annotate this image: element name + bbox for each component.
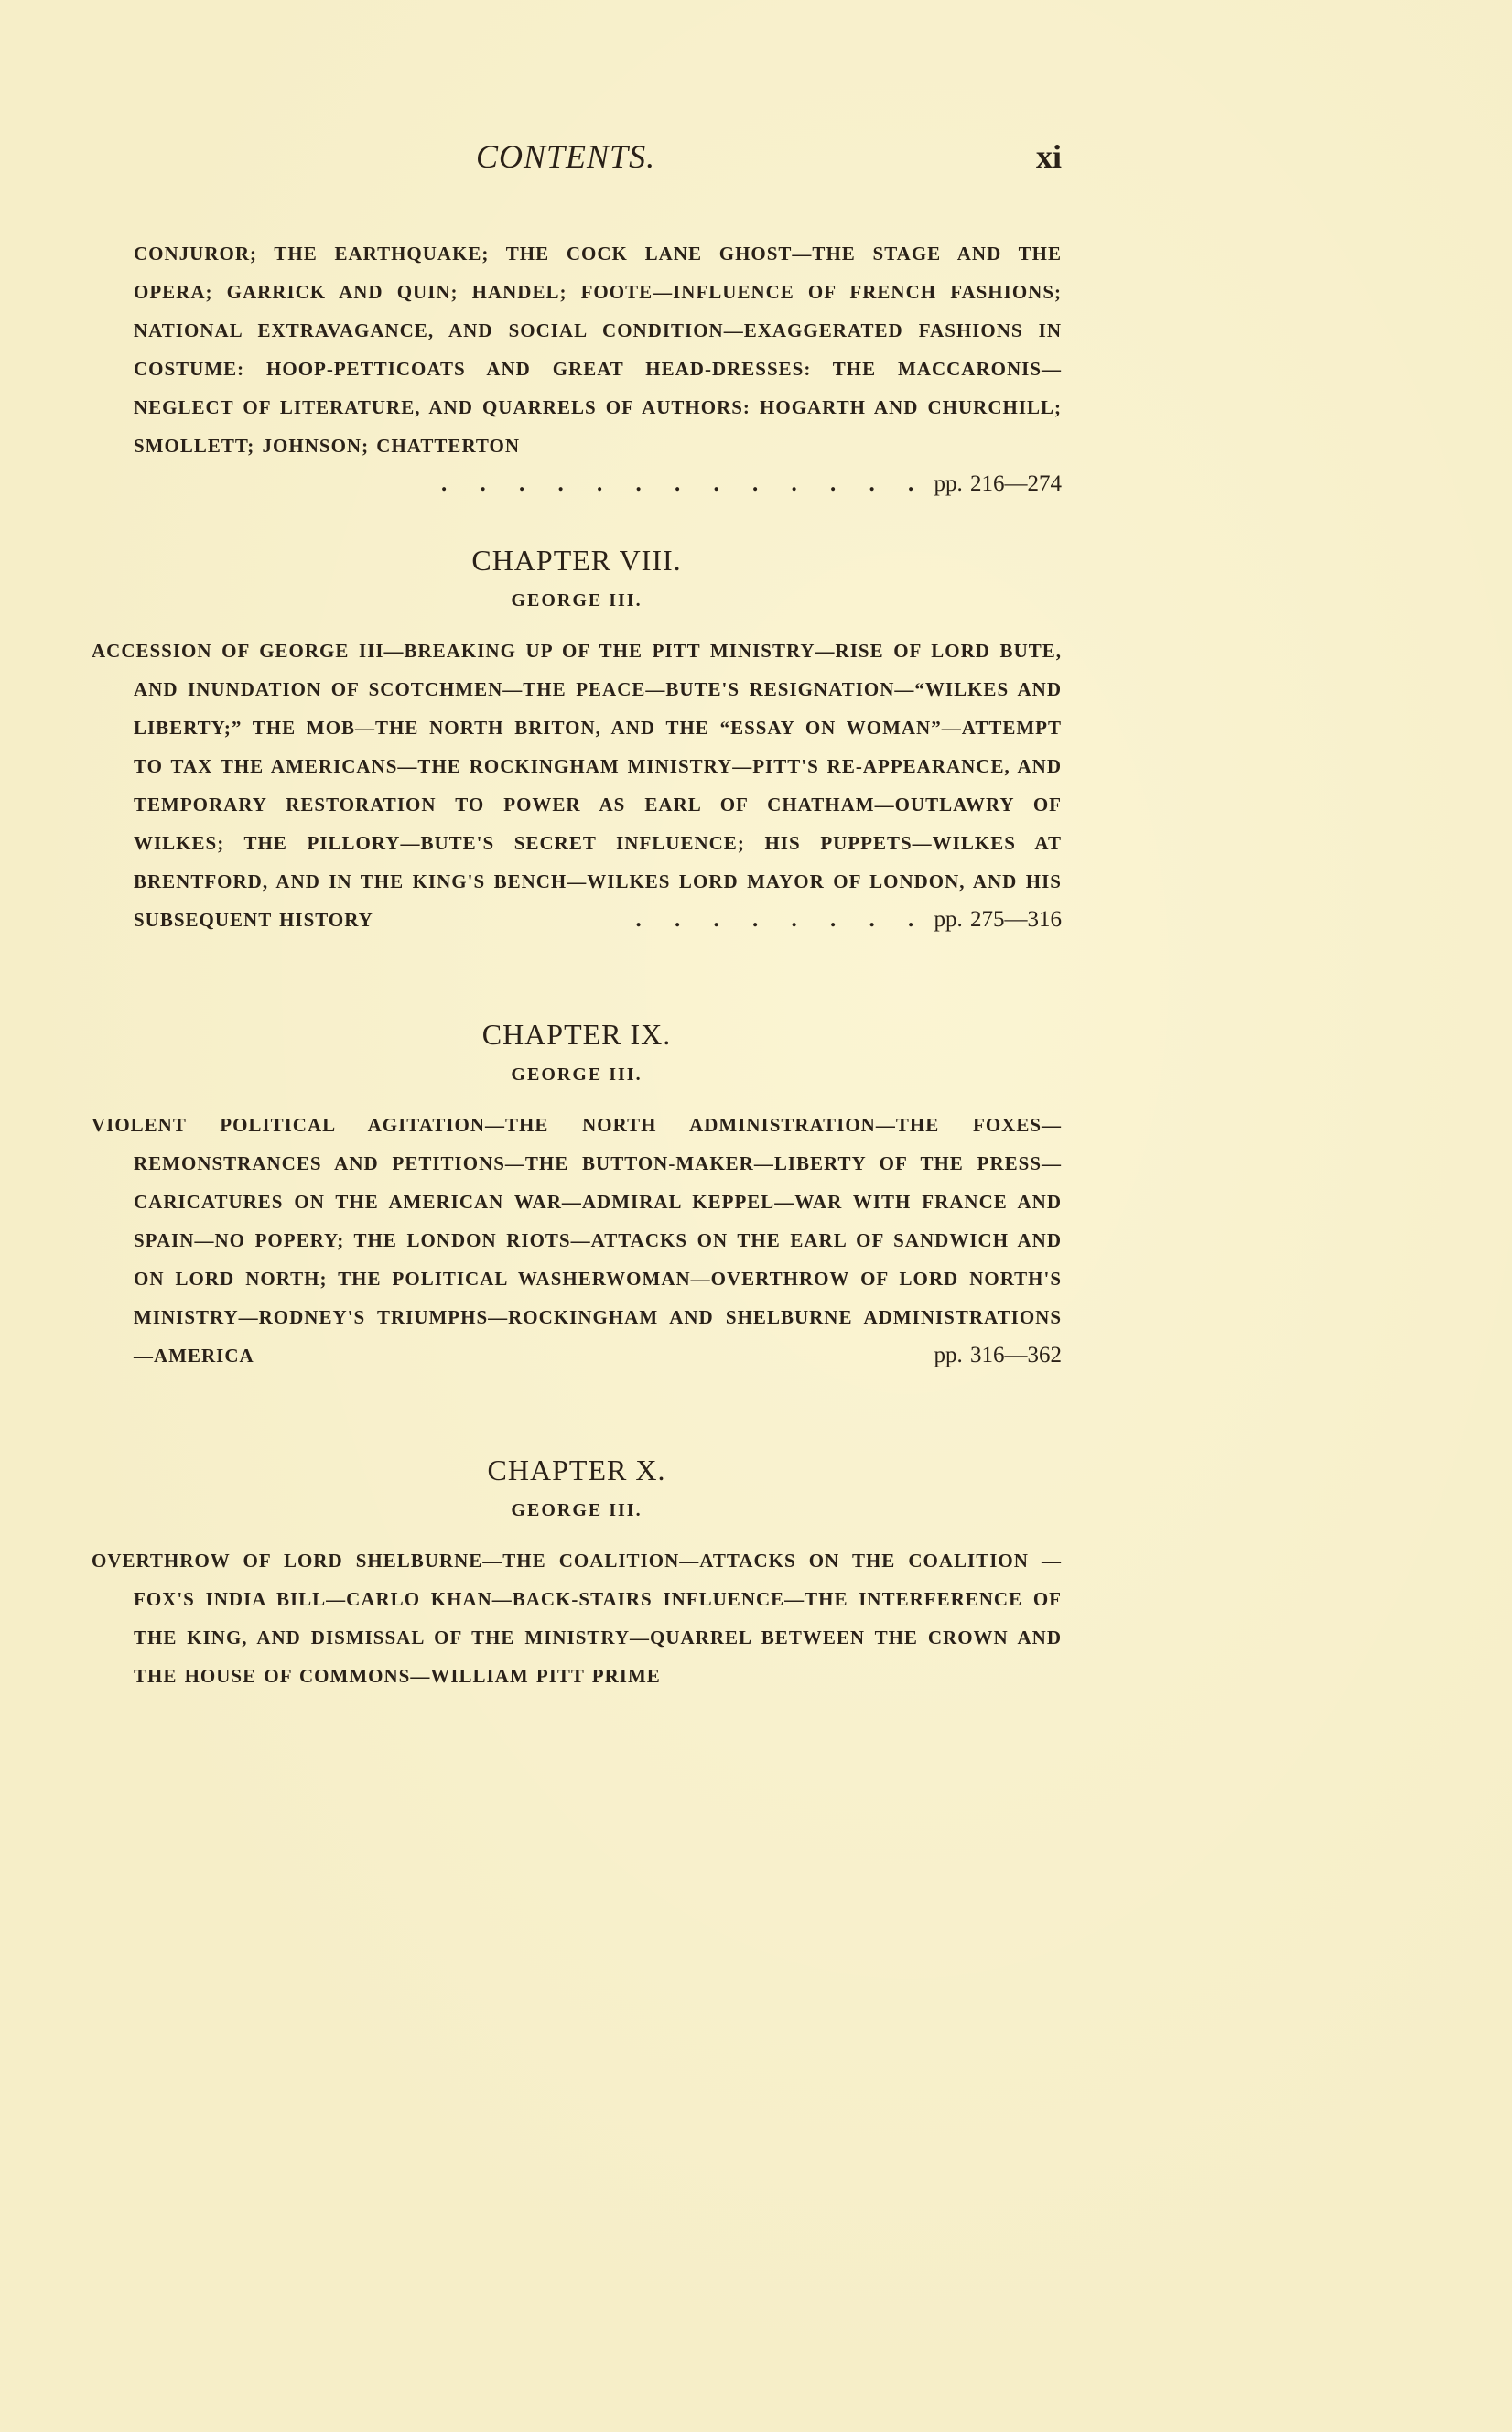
chapter-heading: CHAPTER VIII.: [471, 544, 682, 577]
chapter-block-viii: [92, 544, 1062, 939]
contents-body: [92, 234, 1062, 1695]
chapter-block-x: [92, 1454, 1062, 1695]
entry-text: ACCESSION OF GEORGE III—BREAKING UP OF THE PITT MINISTRY—RISE OF LORD BUTE, AND INUNDATION OF SCOTCHMEN—THE PEACE—BUTE'S RESIGNATION—“WILKES AND LIBERTY;” THE MOB—THE NORTH BRITON, AND THE “ESSAY ON WOMAN”—ATTEMPT TO TAX THE AMERICANS—THE ROCKINGHAM MINISTRY—PITT'S RE-APPEARANCE, AND TEMPORARY RESTORATION TO POWER AS EARL OF CHATHAM—OUTLAWRY OF WILKES; THE PILLORY—BUTE'S SECRET INFLUENCE; HIS PUPPETS—WILKES AT BRENTFORD, AND IN THE KING'S BENCH—WILKES LORD MAYOR OF LONDON, AND HIS SUBSEQUENT HISTORY: [92, 640, 1062, 931]
chapter-reign: GEORGE III.: [511, 590, 643, 611]
entry-page-range: [441, 465, 1062, 503]
chapter-reign: GEORGE III.: [511, 1500, 643, 1520]
running-head: [92, 137, 1062, 192]
chapter-heading: CHAPTER X.: [487, 1454, 666, 1486]
entry-text: VIOLENT POLITICAL AGITATION—THE NORTH ADMINISTRATION—THE FOXES—REMONSTRANCES AND PETITIONS—THE BUTTON-MAKER—LIBERTY OF THE PRESS—CARICATURES ON THE AMERICAN WAR—ADMIRAL KEPPEL—WAR WITH FRANCE AND SPAIN—NO POPERY; THE LONDON RIOTS—ATTACKS ON THE EARL OF SANDWICH AND ON LORD NORTH; THE POLITICAL WASHERWOMAN—OVERTHROW OF LORD NORTH'S MINISTRY—RODNEY'S TRIUMPHS—ROCKINGHAM AND SHELBURNE ADMINISTRATIONS—AMERICA: [92, 1114, 1062, 1367]
chapter-heading: CHAPTER IX.: [481, 1018, 672, 1051]
page-number: xi: [1035, 138, 1062, 175]
page-range-text: pp. 316—362: [934, 1343, 1062, 1367]
chapter-summary: [92, 632, 1062, 939]
leader-dots: . . . . . . . .: [635, 907, 927, 932]
contents-entry-continued: [92, 234, 1062, 496]
chapter-summary: [92, 1541, 1062, 1695]
entry-page-range: [934, 1336, 1063, 1375]
entry-text: CONJUROR; THE EARTHQUAKE; THE COCK LANE GHOST—THE STAGE AND THE OPERA; GARRICK AND QUIN; HANDEL; FOOTE—INFLUENCE OF FRENCH FASHIONS; NATIONAL EXTRAVAGANCE, AND SOCIAL CONDITION—EXAGGERATED FASHIONS IN COSTUME: HOOP-PETTICOATS AND GREAT HEAD-DRESSES: THE MACCARONIS—NEGLECT OF LITERATURE, AND QUARRELS OF AUTHORS: HOGARTH AND CHURCHILL; SMOLLETT; JOHNSON; CHATTERTON: [134, 243, 1062, 457]
leader-dots: . . . . . . . . . . . . .: [441, 471, 927, 496]
running-title: CONTENTS.: [476, 138, 656, 175]
entry-page-range: [635, 901, 1063, 939]
page-range-text: pp. 275—316: [934, 907, 1062, 932]
chapter-summary: [92, 1106, 1062, 1375]
entry-text: OVERTHROW OF LORD SHELBURNE—THE COALITION—ATTACKS ON THE COALITION — FOX'S INDIA BILL—CARLO KHAN—BACK-STAIRS INFLUENCE—THE INTERFERENCE OF THE KING, AND DISMISSAL OF THE MINISTRY—QUARREL BETWEEN THE CROWN AND THE HOUSE OF COMMONS—WILLIAM PITT PRIME: [92, 1550, 1062, 1687]
page-range-text: pp. 216—274: [934, 471, 1062, 496]
chapter-block-ix: [92, 1018, 1062, 1375]
chapter-reign: GEORGE III.: [511, 1065, 643, 1085]
